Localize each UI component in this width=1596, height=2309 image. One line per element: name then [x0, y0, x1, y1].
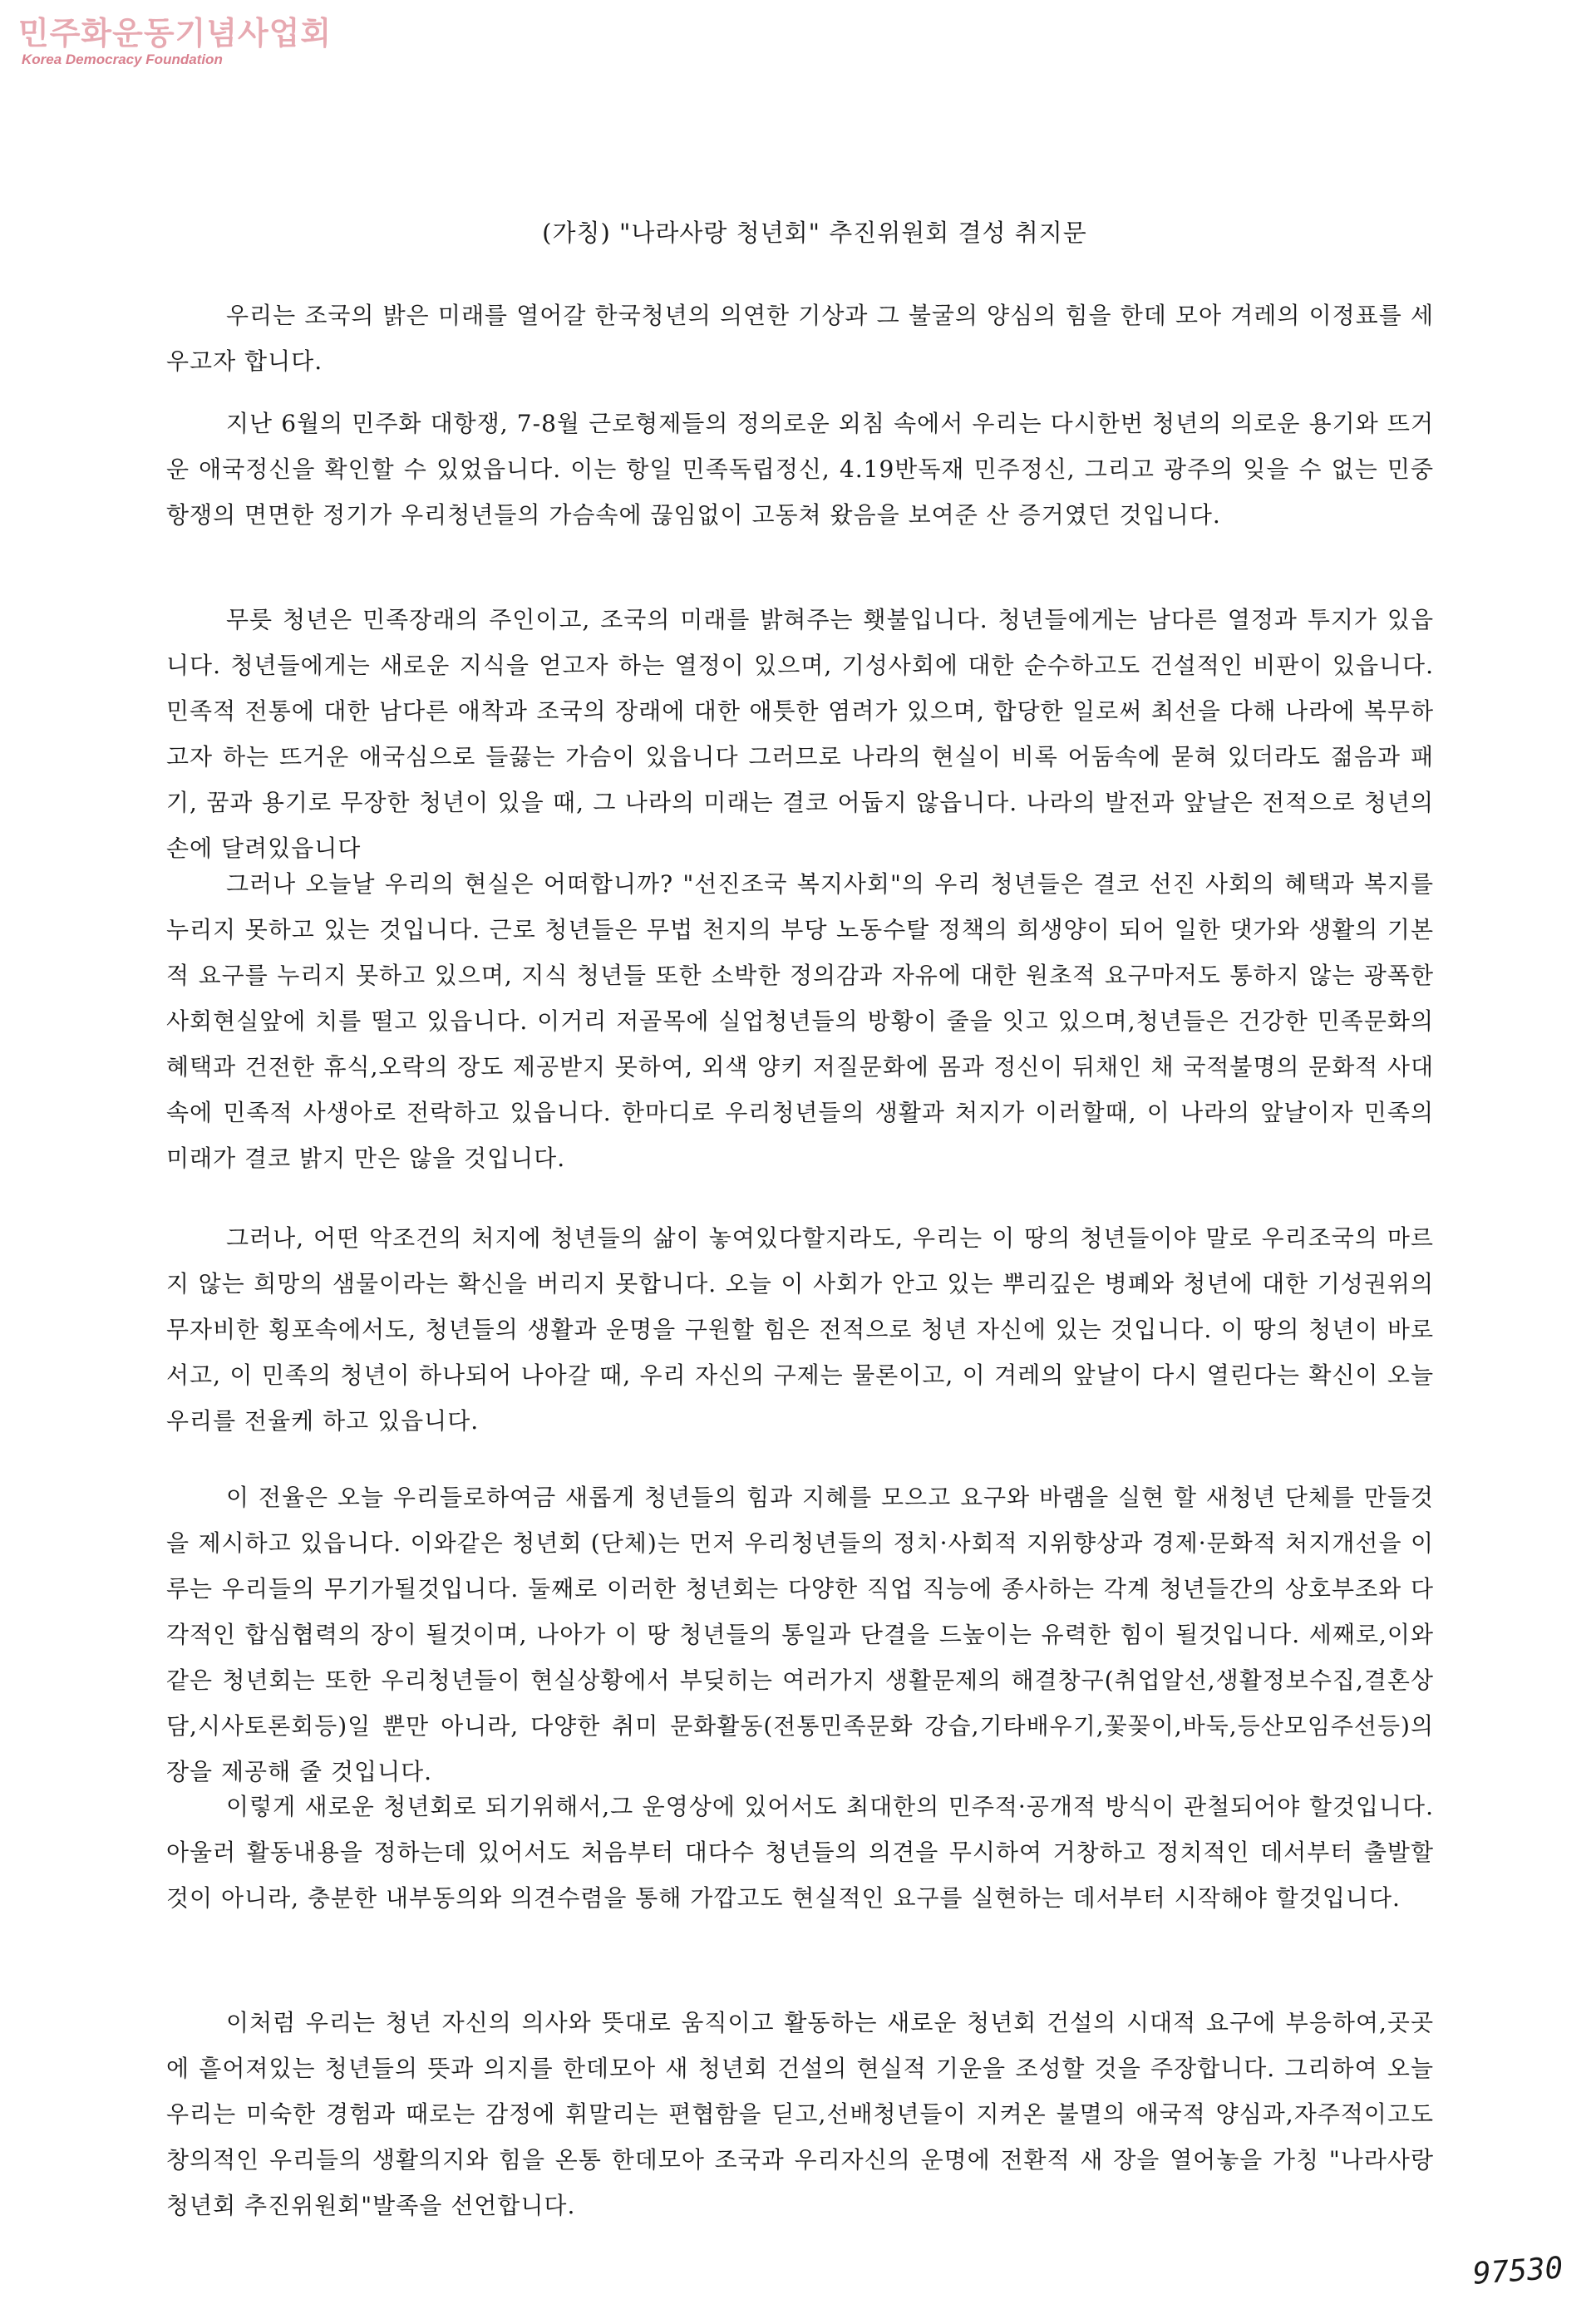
watermark-logo — [18, 15, 332, 68]
paragraph-8 — [166, 2000, 1434, 2228]
paragraph-text: 그러나 오늘날 우리의 현실은 어떠합니까? "선진조국 복지사회"의 우리 청년들은 결코 선진 사회의 혜택과 복지를 누리지 못하고 있는 것입니다. 근로 청년들은 무법 천지의 부당 노동수탈 정책의 희생양이 되어 일한 댓가와 생활의 기본적 요구를 누리지 못하고 있으며, 지식 청년들 또한 소박한 정의감과 자유에 대한 원초적 요구마저도 통하지 않는 광폭한 사회현실앞에 치를 떨고 있읍니다. 이거리 저골목에 실업청년들의 방황이 줄을 잇고 있으며,청년들은 건강한 민족문화의 혜택과 건전한 휴식,오락의 장도 제공받지 못하여, 외색 양키 저질문화에 몸과 정신이 뒤채인 채 국적불명의 문화적 사대속에 민족적 사생아로 전락하고 있읍니다. 한마디로 우리청년들의 생활과 처지가 이러할때, 이 나라의 앞날이자 민족의 미래가 결코 밝지 만은 않을 것입니다. — [166, 870, 1434, 1172]
paragraph-text: 이렇게 새로운 청년회로 되기위해서,그 운영상에 있어서도 최대한의 민주적·공개적 방식이 관철되어야 할것입니다. 아울러 활동내용을 정하는데 있어서도 처음부터 대다수 청년들의 의견을 무시하여 거창하고 정치적인 데서부터 출발할 것이 아니라, 충분한 내부동의와 의견수렴을 통해 가깝고도 현실적인 요구를 실현하는 데서부터 시작해야 할것입니다. — [166, 1793, 1434, 1912]
paragraph-text: 이 전율은 오늘 우리들로하여금 새롭게 청년들의 힘과 지혜를 모으고 요구와 바램을 실현 할 새청년 단체를 만들것을 제시하고 있읍니다. 이와같은 청년회 (단체)는 먼저 우리청년들의 정치·사회적 지위향상과 경제·문화적 처지개선을 이루는 우리들의 무기가될것입니다. 둘째로 이러한 청년회는 다양한 직업 직능에 종사하는 각계 청년들간의 상호부조와 다각적인 합심협력의 장이 될것이며, 나아가 이 땅 청년들의 통일과 단결을 드높이는 유력한 힘이 될것입니다. 세째로,이와같은 청년회는 또한 우리청년들이 현실상황에서 부딪히는 여러가지 생활문제의 해결창구(취업알선,생활정보수집,결혼상담,시사토론회등)일 뿐만 아니라, 다양한 취미 문화활동(전통민족문화 강습,기타배우기,꽃꽂이,바둑,등산모임주선등)의 장을 제공해 줄 것입니다. — [166, 1484, 1434, 1785]
paragraph-text: 이처럼 우리는 청년 자신의 의사와 뜻대로 움직이고 활동하는 새로운 청년회 건설의 시대적 요구에 부응하여,곳곳에 흩어져있는 청년들의 뜻과 의지를 한데모아 새 청년회 건설의 현실적 기운을 조성할 것을 주장합니다. 그리하여 오늘 우리는 미숙한 경험과 때로는 감정에 휘말리는 편협함을 딛고,선배청년들이 지켜온 불멸의 애국적 양심과,자주적이고도 창의적인 우리들의 생활의지와 힘을 온통 한데모아 조국과 우리자신의 운명에 전환적 새 장을 열어놓을 가칭 "나라사랑 청년회 추진위원회"발족을 선언합니다. — [166, 2009, 1434, 2219]
paragraph-5 — [166, 1215, 1434, 1444]
paragraph-text: 그러나, 어떤 악조건의 처지에 청년들의 삶이 놓여있다할지라도, 우리는 이 땅의 청년들이야 말로 우리조국의 마르지 않는 희망의 샘물이라는 확신을 버리지 못합니다. 오늘 이 사회가 안고 있는 뿌리깊은 병폐와 청년에 대한 기성권위의 무자비한 횡포속에서도, 청년들의 생활과 운명을 구원할 힘은 전적으로 청년 자신에 있는 것입니다. 이 땅의 청년이 바로서고, 이 민족의 청년이 하나되어 나아갈 때, 우리 자신의 구제는 물론이고, 이 겨레의 앞날이 다시 열린다는 확신이 오늘 우리를 전율케 하고 있읍니다. — [166, 1224, 1434, 1435]
paragraph-7 — [166, 1784, 1434, 1921]
document-title: (가칭) "나라사랑 청년회" 추진위원회 결성 취지문 — [542, 219, 1087, 247]
paragraph-text: 지난 6월의 민주화 대항쟁, 7-8월 근로형제들의 정의로운 외침 속에서 우리는 다시한번 청년의 의로운 용기와 뜨거운 애국정신을 확인할 수 있었읍니다. 이는 항일 민족독립정신, 4.19반독재 민주정신, 그리고 광주의 잊을 수 없는 민중항쟁의 면면한 정기가 우리청년들의 가슴속에 끊임없이 고동쳐 왔음을 보여준 산 증거였던 것입니다. — [166, 410, 1434, 529]
paragraph-6 — [166, 1475, 1434, 1795]
paragraph-text: 우리는 조국의 밝은 미래를 열어갈 한국청년의 의연한 기상과 그 불굴의 양심의 힘을 한데 모아 겨레의 이정표를 세우고자 합니다. — [166, 302, 1434, 375]
paragraph-4 — [166, 861, 1434, 1181]
paragraph-1 — [166, 293, 1434, 384]
watermark-english: Korea Democracy Foundation — [22, 52, 223, 67]
watermark-korean: 민주화운동기념사업회 — [18, 15, 332, 52]
paragraph-2 — [166, 401, 1434, 538]
paragraph-3 — [166, 597, 1434, 871]
paragraph-text: 무릇 청년은 민족장래의 주인이고, 조국의 미래를 밝혀주는 횃불입니다. 청년들에게는 남다른 열정과 투지가 있읍니다. 청년들에게는 새로운 지식을 얻고자 하는 열정이 있으며, 기성사회에 대한 순수하고도 건설적인 비판이 있읍니다. 민족적 전통에 대한 남다른 애착과 조국의 장래에 대한 애틋한 염려가 있으며, 합당한 일로써 최선을 다해 나라에 복무하고자 하는 뜨거운 애국심으로 들끓는 가슴이 있읍니다 그러므로 나라의 현실이 비록 어둠속에 묻혀 있더라도 젊음과 패기, 꿈과 용기로 무장한 청년이 있을 때, 그 나라의 미래는 결코 어둡지 않읍니다. 나라의 발전과 앞날은 전적으로 청년의 손에 달려있읍니다 — [166, 606, 1434, 862]
page-number: 97530 — [1471, 2251, 1564, 2292]
